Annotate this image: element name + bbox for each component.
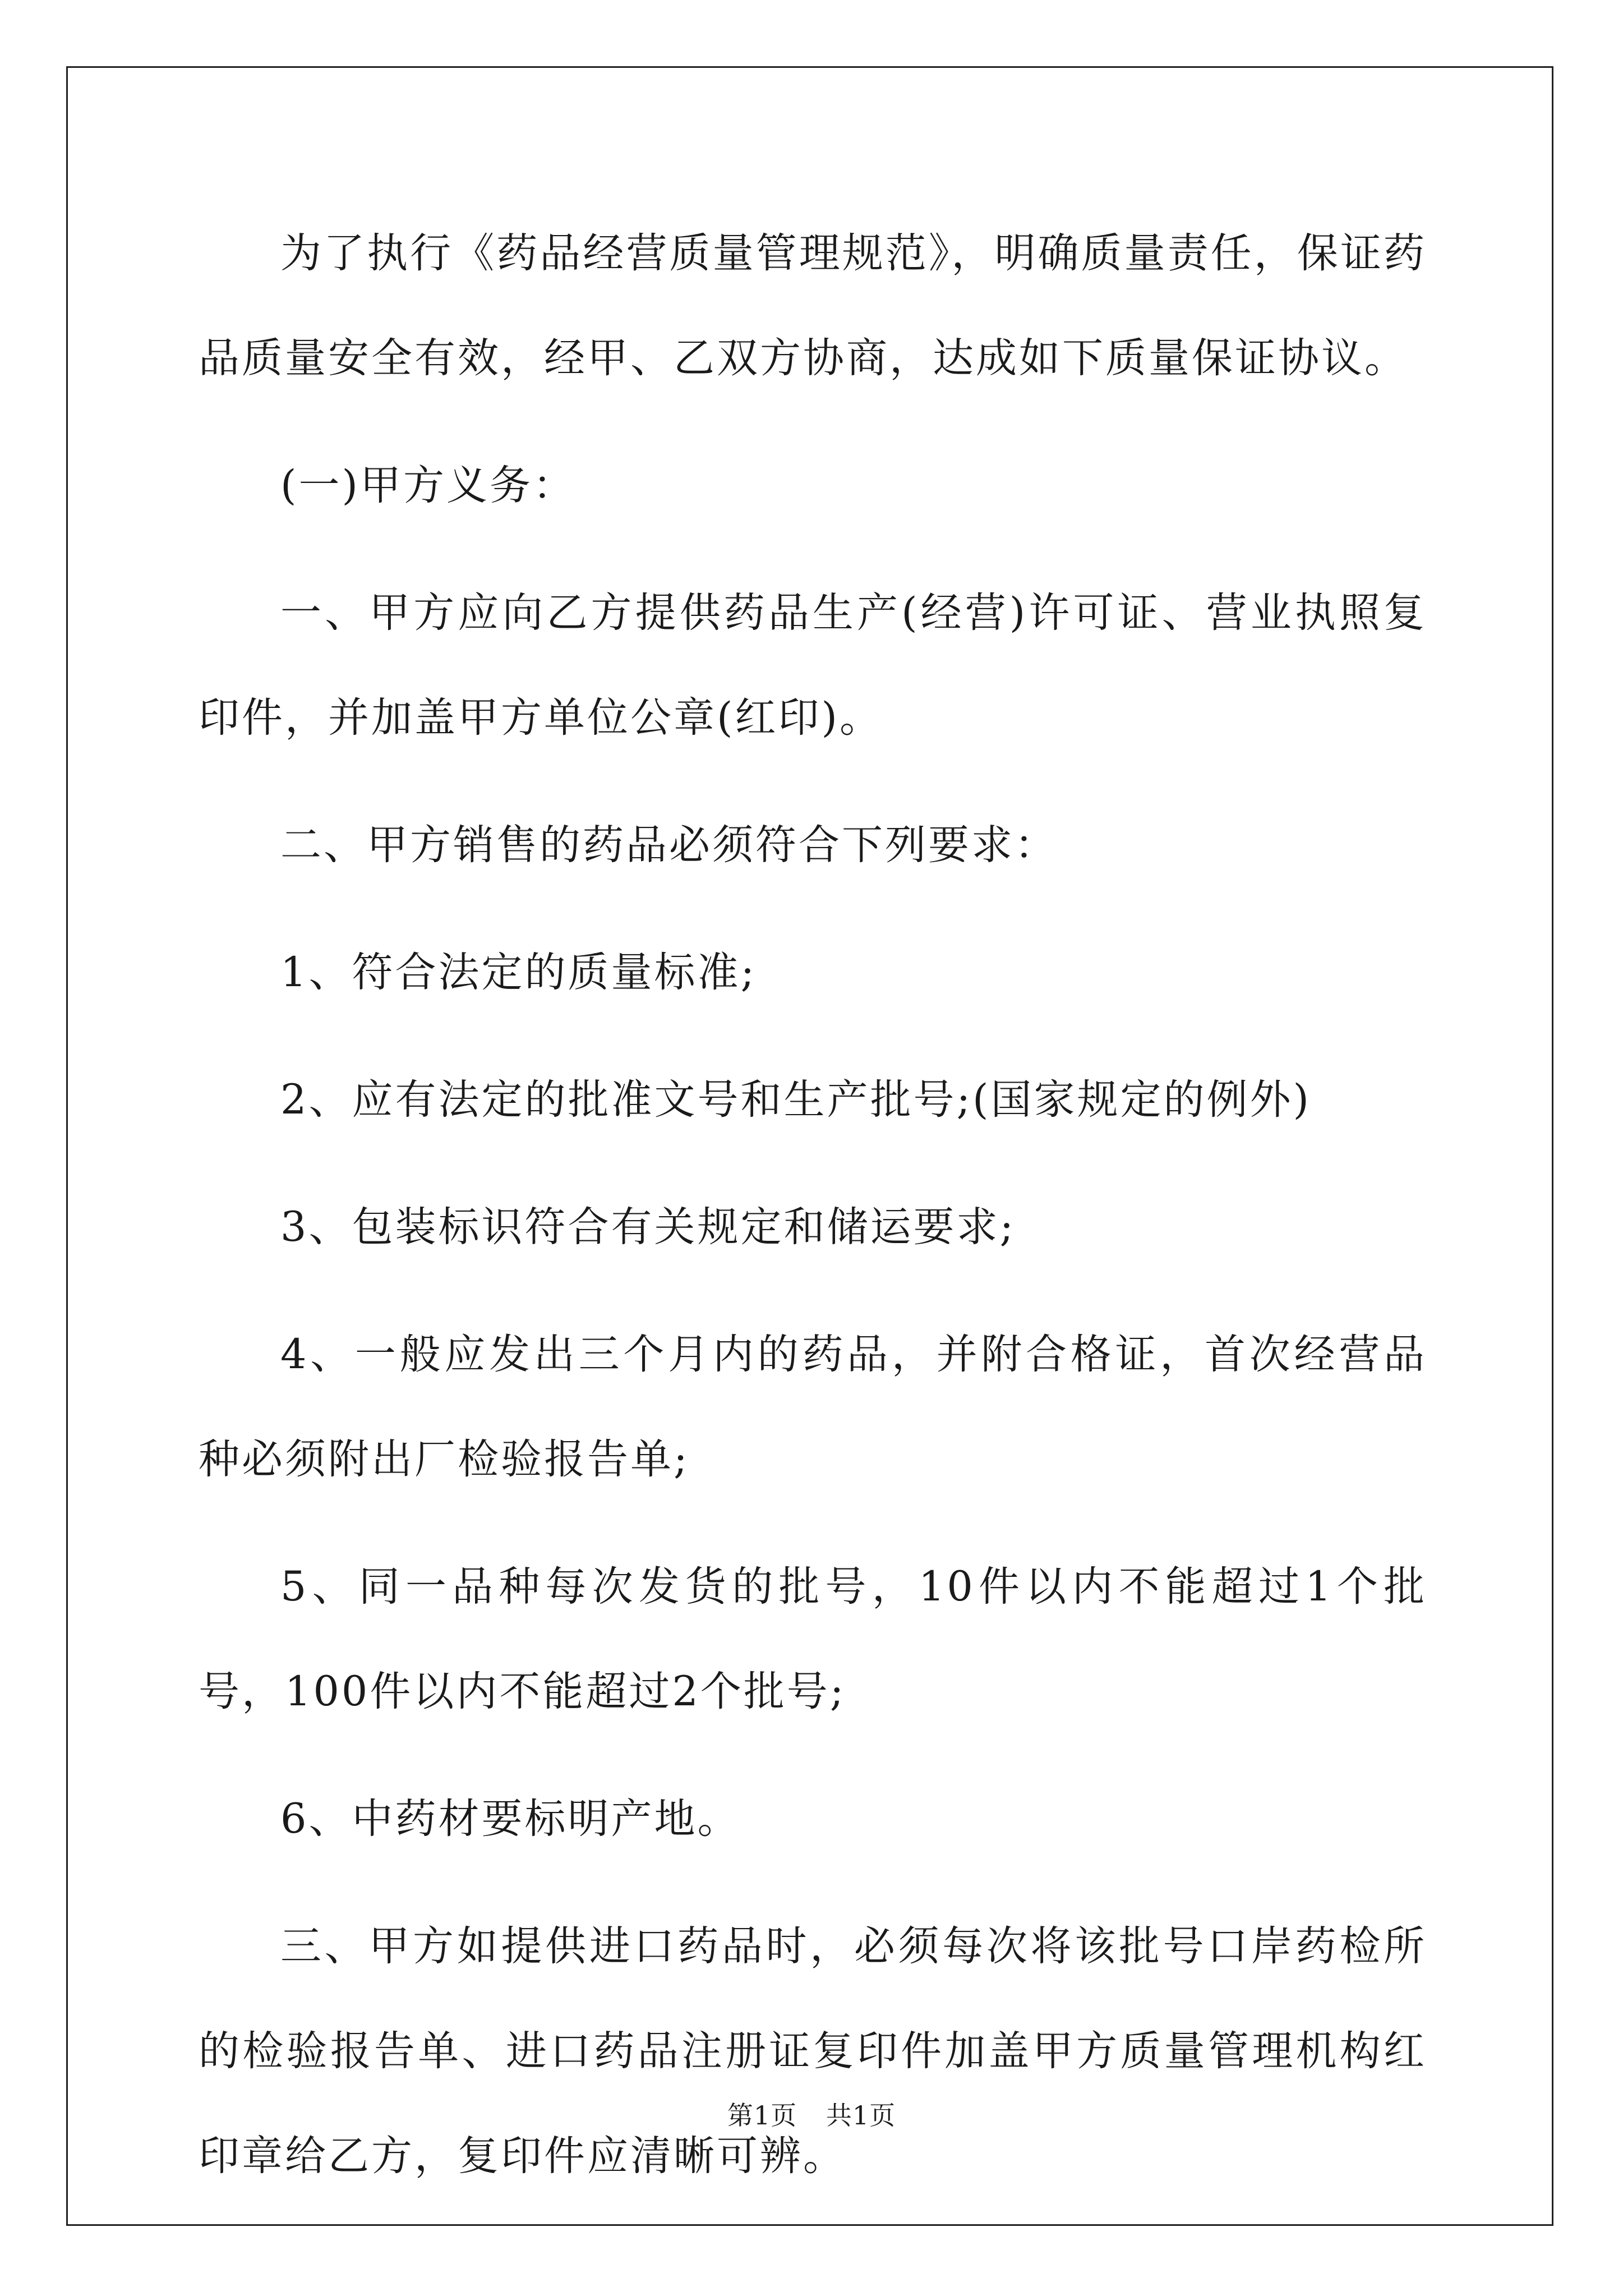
paragraph-item-6: 6、中药材要标明产地。 <box>280 1795 741 1843</box>
paragraph-item-5: 5、同一品种每次发货的批号，10件以内不能超过1个批号，100件以内不能超过2个批号; <box>199 1563 1427 1715</box>
page-number: 第1页 <box>727 2100 797 2131</box>
page-footer <box>0 2095 1623 2132</box>
paragraph-clause-3: 三、甲方如提供进口药品时，必须每次将该批号口岸药检所的检验报告单、进口药品注册证复印件加盖甲方质量管理机构红印章给乙方，复印件应清晰可辨。 <box>199 1922 1427 2180</box>
paragraph-item-3: 3、包装标识符合有关规定和储运要求; <box>280 1203 1016 1251</box>
document-body <box>199 201 1427 2231</box>
paragraph-item-1: 1、符合法定的质量标准; <box>280 949 757 996</box>
paragraph-clause-2: 二、甲方销售的药品必须符合下列要求： <box>280 821 1058 869</box>
page-total: 共1页 <box>826 2100 896 2131</box>
paragraph-item-2: 2、应有法定的批准文号和生产批号;(国家规定的例外) <box>280 1076 1311 1124</box>
paragraph-clause-1: 一、甲方应向乙方提供药品生产(经营)许可证、营业执照复印件，并加盖甲方单位公章(红印)。 <box>199 589 1427 742</box>
paragraph-item-4: 4、一般应发出三个月内的药品，并附合格证，首次经营品种必须附出厂检验报告单; <box>199 1331 1427 1483</box>
paragraph-party-a-heading: (一)甲方义务： <box>280 462 576 509</box>
paragraph-intro: 为了执行《药品经营质量管理规范》，明确质量责任，保证药品质量安全有效，经甲、乙双方协商，达成如下质量保证协议。 <box>199 229 1427 382</box>
